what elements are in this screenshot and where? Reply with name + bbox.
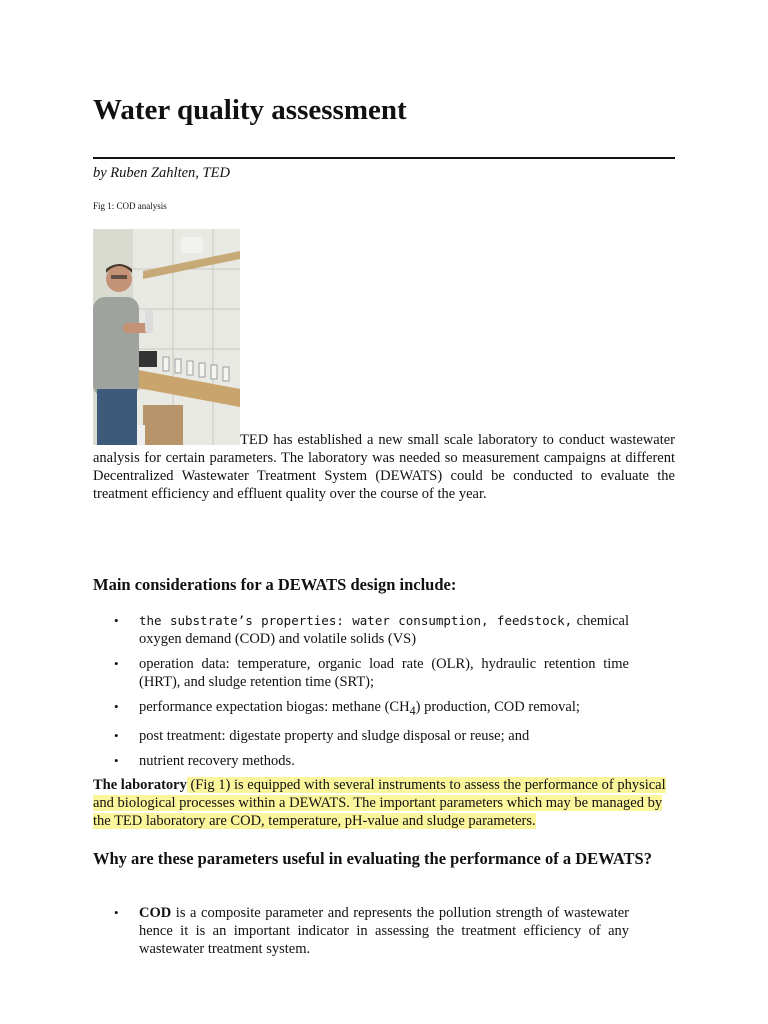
parameters-list	[93, 904, 629, 958]
bullet-icon: •	[114, 656, 119, 671]
considerations-heading: Main considerations for a DEWATS design include:	[93, 575, 457, 594]
considerations-list	[93, 612, 629, 777]
lab-photo-illustration	[93, 229, 240, 445]
byline: by Ruben Zahlten, TED	[93, 165, 230, 181]
list-item-text: is a composite parameter and represents the pollution strength of wastewater hence it is an important indicator in assessing the treatment efficiency of any wastewater treatment system.	[139, 905, 629, 957]
intro-paragraph: TED has established a new small scale laboratory to conduct wastewater analysis for certain parameters. The laboratory was needed so measurement campaigns at different Decentralized Wastewater Treatment System (DEWATS) could be conducted to evaluate the treatment efficiency and effluent quality over the course of the year.	[93, 432, 675, 502]
list-item-text: performance expectation biogas: methane (CH	[139, 699, 410, 715]
bullet-icon: •	[114, 727, 119, 743]
list-item-text: ) production, COD removal;	[415, 699, 580, 715]
list-item	[93, 752, 629, 770]
bullet-icon: •	[114, 752, 119, 768]
why-heading: Why are these parameters useful in evaluating the performance of a DEWATS?	[93, 849, 652, 868]
bullet-icon: •	[114, 613, 119, 628]
highlighted-text: (Fig 1) is equipped with several instruments to assess the performance of physical and biological processes within a DEWATS. The important parameters which may be managed by the TED laboratory are COD, temperature, pH-value and sludge parameters.	[93, 777, 666, 829]
title-rule	[93, 157, 675, 159]
list-item-text: post treatment: digestate property and sludge disposal or reuse; and	[139, 727, 530, 744]
list-item-text: chemical oxygen demand (COD) and volatile solids (VS)	[139, 613, 629, 647]
subscript-4: 4	[409, 703, 416, 718]
bullet-icon: •	[114, 905, 119, 920]
figure-caption: Fig 1: COD analysis	[93, 201, 167, 211]
bullet-icon: •	[114, 699, 119, 714]
laboratory-lead: The laboratory	[93, 777, 187, 793]
list-item	[93, 904, 629, 958]
cod-term: COD	[139, 905, 172, 921]
list-item-text: nutrient recovery methods.	[139, 752, 295, 769]
list-item	[93, 655, 629, 691]
list-item	[93, 727, 629, 745]
list-item-text: operation data: temperature, organic load rate (OLR), hydraulic retention time (HRT), and sludge retention time (SRT);	[139, 656, 629, 690]
list-item	[93, 698, 629, 720]
laboratory-paragraph	[93, 776, 675, 830]
document-title: Water quality assessment	[93, 94, 407, 126]
list-item-text-mono: the substrate’s properties: water consumption, feedstock,	[139, 613, 573, 628]
lab-photo	[93, 229, 240, 445]
list-item	[93, 612, 629, 648]
